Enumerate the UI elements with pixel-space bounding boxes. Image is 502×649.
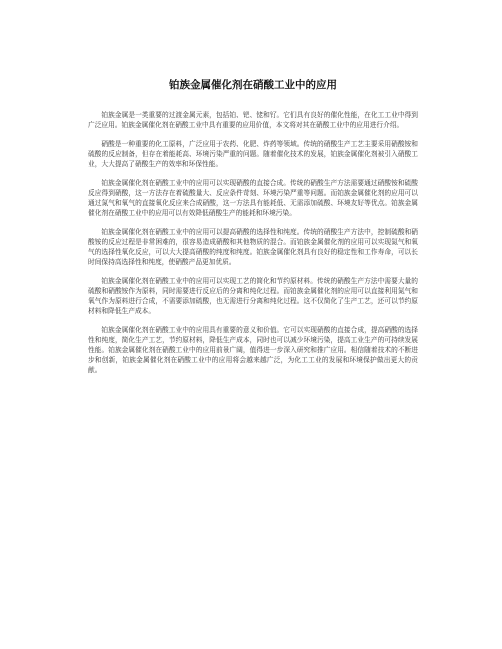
document-title: 铂族金属催化剂在硝酸工业中的应用	[169, 79, 337, 91]
paragraph-3: 铂族金属催化剂在硝酸工业中的应用可以实现硝酸的直接合成。传统的硝酸生产方法需要通过硝酸铵和硫酸反应得到硝酸，这一方法存在着硫酸量大、反应条件苛刻、环境污染严重等问题。而铂族金属催化剂的应用可以通过氮气和氧气的直接氧化反应来合成硝酸，这一方法具有能耗低、无需添加硫酸、环境友好等优点。铂族金属催化剂在硝酸工业中的应用可以有效降低硝酸生产的能耗和环境污染。	[88, 179, 418, 217]
paragraph-1: 铂族金属是一类重要的过渡金属元素，包括铂、钯、铑和钌。它们具有良好的催化性能，在化工工业中得到广泛应用。铂族金属催化剂在硝酸工业中具有重要的应用价值，本文将对其在硝酸工业中的应用进行介绍。	[88, 111, 418, 129]
paragraph-2: 硝酸是一种重要的化工原料，广泛应用于农药、化肥、炸药等领域。传统的硝酸生产工艺主要采用硝酸铵和硫酸的反应制备，但存在着能耗高、环境污染严重的问题。随着催化技术的发展，铂族金属催化剂被引入硝酸工业，大大提高了硝酸生产的效率和环保性能。	[88, 140, 418, 168]
paragraph-4: 铂族金属催化剂在硝酸工业中的应用可以提高硝酸的选择性和纯度。传统的硝酸生产方法中，控制硫酸和硝酸铵的反应过程是非常困难的，很容易造成硝酸和其他物质的混合。而铂族金属催化剂的应用可以实现氮气和氧气的选择性氧化反应，可以大大提高硝酸的纯度和纯度。铂族金属催化剂具有良好的稳定性和工作寿命，可以长时间保持高选择性和纯度，使硝酸产品更加优质。	[88, 228, 418, 266]
document-page	[88, 79, 418, 384]
paragraph-6: 铂族金属催化剂在硝酸工业中的应用具有重要的意义和价值。它可以实现硝酸的直接合成，提高硝酸的选择性和纯度，简化生产工艺，节约原材料，降低生产成本，同时也可以减少环境污染，提高工业生产的可持续发展性能。铂族金属催化剂在硝酸工业中的应用前景广阔，值得进一步深入研究和推广应用。相信随着技术的不断进步和创新，铂族金属催化剂在硝酸工业中的应用将会越来越广泛，为化工工业的发展和环境保护做出更大的贡献。	[88, 326, 418, 374]
paragraph-5: 铂族金属催化剂在硝酸工业中的应用可以实现工艺的简化和节约原材料。传统的硝酸生产方法中需要大量的硫酸和硝酸铵作为原料，同时需要进行反应后的分离和纯化过程。而铂族金属催化剂的应用可以直接利用氮气和氧气作为原料进行合成，不需要添加硫酸，也无需进行分离和纯化过程。这不仅简化了生产工艺，还可以节约原材料和降低生产成本。	[88, 277, 418, 315]
